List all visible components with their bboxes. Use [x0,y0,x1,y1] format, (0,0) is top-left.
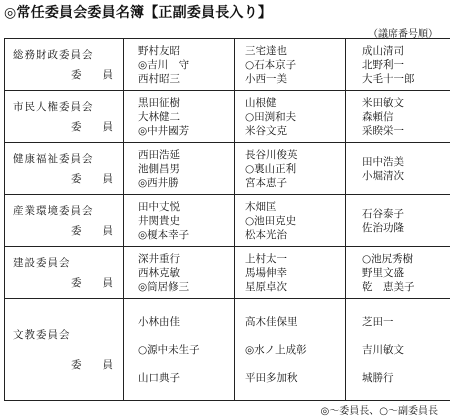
committee-name-cell [5,247,124,299]
member-column [235,299,346,401]
member-column [346,195,450,247]
member-name: 平田多加秋 [235,364,345,392]
member-name: ○源中未生子 [124,336,234,364]
committee-member-suffix: 委 員 [13,350,123,380]
member-name: ◎西井勝 [124,176,234,190]
page-title: ◎常任委員会委員名簿【正副委員長入り】 [4,2,272,22]
member-column [124,299,235,401]
member-name: ◎榎本幸子 [124,228,234,242]
committee-name-cell [5,143,124,195]
member-name: ◎中井國芳 [124,124,234,138]
member-name: 山根健 [235,96,345,110]
member-name: ○池田克史 [235,214,345,228]
member-name: 松本光治 [235,228,345,242]
member-name: 野村友昭 [124,44,234,58]
member-name: 森頼信 [346,110,450,124]
committee-row-bunkyou [5,299,450,401]
member-column [124,143,235,195]
committee-name: 健康福祉委員会 [13,149,123,169]
member-column [124,91,235,143]
member-name: 馬場伸幸 [235,266,345,280]
member-column [235,91,346,143]
member-name: 米田敏文 [346,96,450,110]
member-column [235,39,346,91]
member-column [235,195,346,247]
committee-member-suffix: 委 員 [13,273,123,293]
seat-order-note: （議席番号順） [368,25,438,40]
member-name: ◎水ノ上成彰 [235,336,345,364]
member-name: 長谷川俊英 [235,148,345,162]
member-name: 佐治功隆 [346,221,450,235]
member-name: 野里文盛 [346,266,450,280]
member-name: 田中浩美 [346,155,450,169]
committee-row-shimin [5,91,450,143]
committee-name: 市民人権委員会 [13,97,123,117]
member-name: 吉川敏文 [346,336,450,364]
member-name: 小堀清次 [346,169,450,183]
member-name: 三宅達也 [235,44,345,58]
member-name: 深井重行 [124,252,234,266]
member-name: 西田浩延 [124,148,234,162]
member-column [124,39,235,91]
member-name: 高木佳保里 [235,308,345,336]
member-name: 田中丈悦 [124,200,234,214]
member-column [346,247,450,299]
committee-name-cell [5,91,124,143]
member-name: 大林健二 [124,110,234,124]
member-name: 石谷泰子 [346,207,450,221]
member-name: ◎吉川 守 [124,58,234,72]
member-name: ○田渕和夫 [235,110,345,124]
member-name: 乾 恵美子 [346,280,450,294]
member-name: 山口典子 [124,364,234,392]
member-column [346,91,450,143]
member-name: 西林克敏 [124,266,234,280]
member-name: 宮本恵子 [235,176,345,190]
committee-name-cell [5,39,124,91]
member-column [235,143,346,195]
committee-name-cell [5,299,124,401]
member-name: 北野利一 [346,58,450,72]
committee-name: 産業環境委員会 [13,201,123,221]
member-name: ○石本京子 [235,58,345,72]
committee-row-sangyou [5,195,450,247]
member-name: 成山清司 [346,44,450,58]
committee-member-suffix: 委 員 [13,169,123,189]
member-column [346,299,450,401]
committee-member-suffix: 委 員 [13,65,123,85]
member-name: 芝田一 [346,308,450,336]
committee-row-kenkou [5,143,450,195]
committee-name: 総務財政委員会 [13,45,123,65]
member-name: 池側昌男 [124,162,234,176]
committee-name-cell [5,195,124,247]
member-name: 木畑匡 [235,200,345,214]
member-column [124,247,235,299]
member-name: ○池尻秀樹 [346,252,450,266]
member-column [124,195,235,247]
member-name: ○裏山正利 [235,162,345,176]
member-name: 米谷文克 [235,124,345,138]
member-name: 上村太一 [235,252,345,266]
member-column [346,39,450,91]
member-name: 星原卓次 [235,280,345,294]
committee-member-suffix: 委 員 [13,221,123,241]
committee-roster-table [4,38,450,401]
committee-member-suffix: 委 員 [13,117,123,137]
committee-row-soumu [5,39,450,91]
member-name: 大毛十一郎 [346,72,450,86]
member-name: 西村昭三 [124,72,234,86]
member-column [346,143,450,195]
member-name: 小西一美 [235,72,345,86]
member-name: 黒田征樹 [124,96,234,110]
committee-row-kensetsu [5,247,450,299]
member-name: 井関貴史 [124,214,234,228]
member-column [235,247,346,299]
legend-note: ◎～委員長、○～副委員長 [321,402,438,417]
committee-name: 建設委員会 [13,253,123,273]
member-name: 采睽栄一 [346,124,450,138]
member-name: ◎筒居修三 [124,280,234,294]
committee-name: 文教委員会 [13,320,123,350]
member-name: 城勝行 [346,364,450,392]
member-name: 小林由佳 [124,308,234,336]
